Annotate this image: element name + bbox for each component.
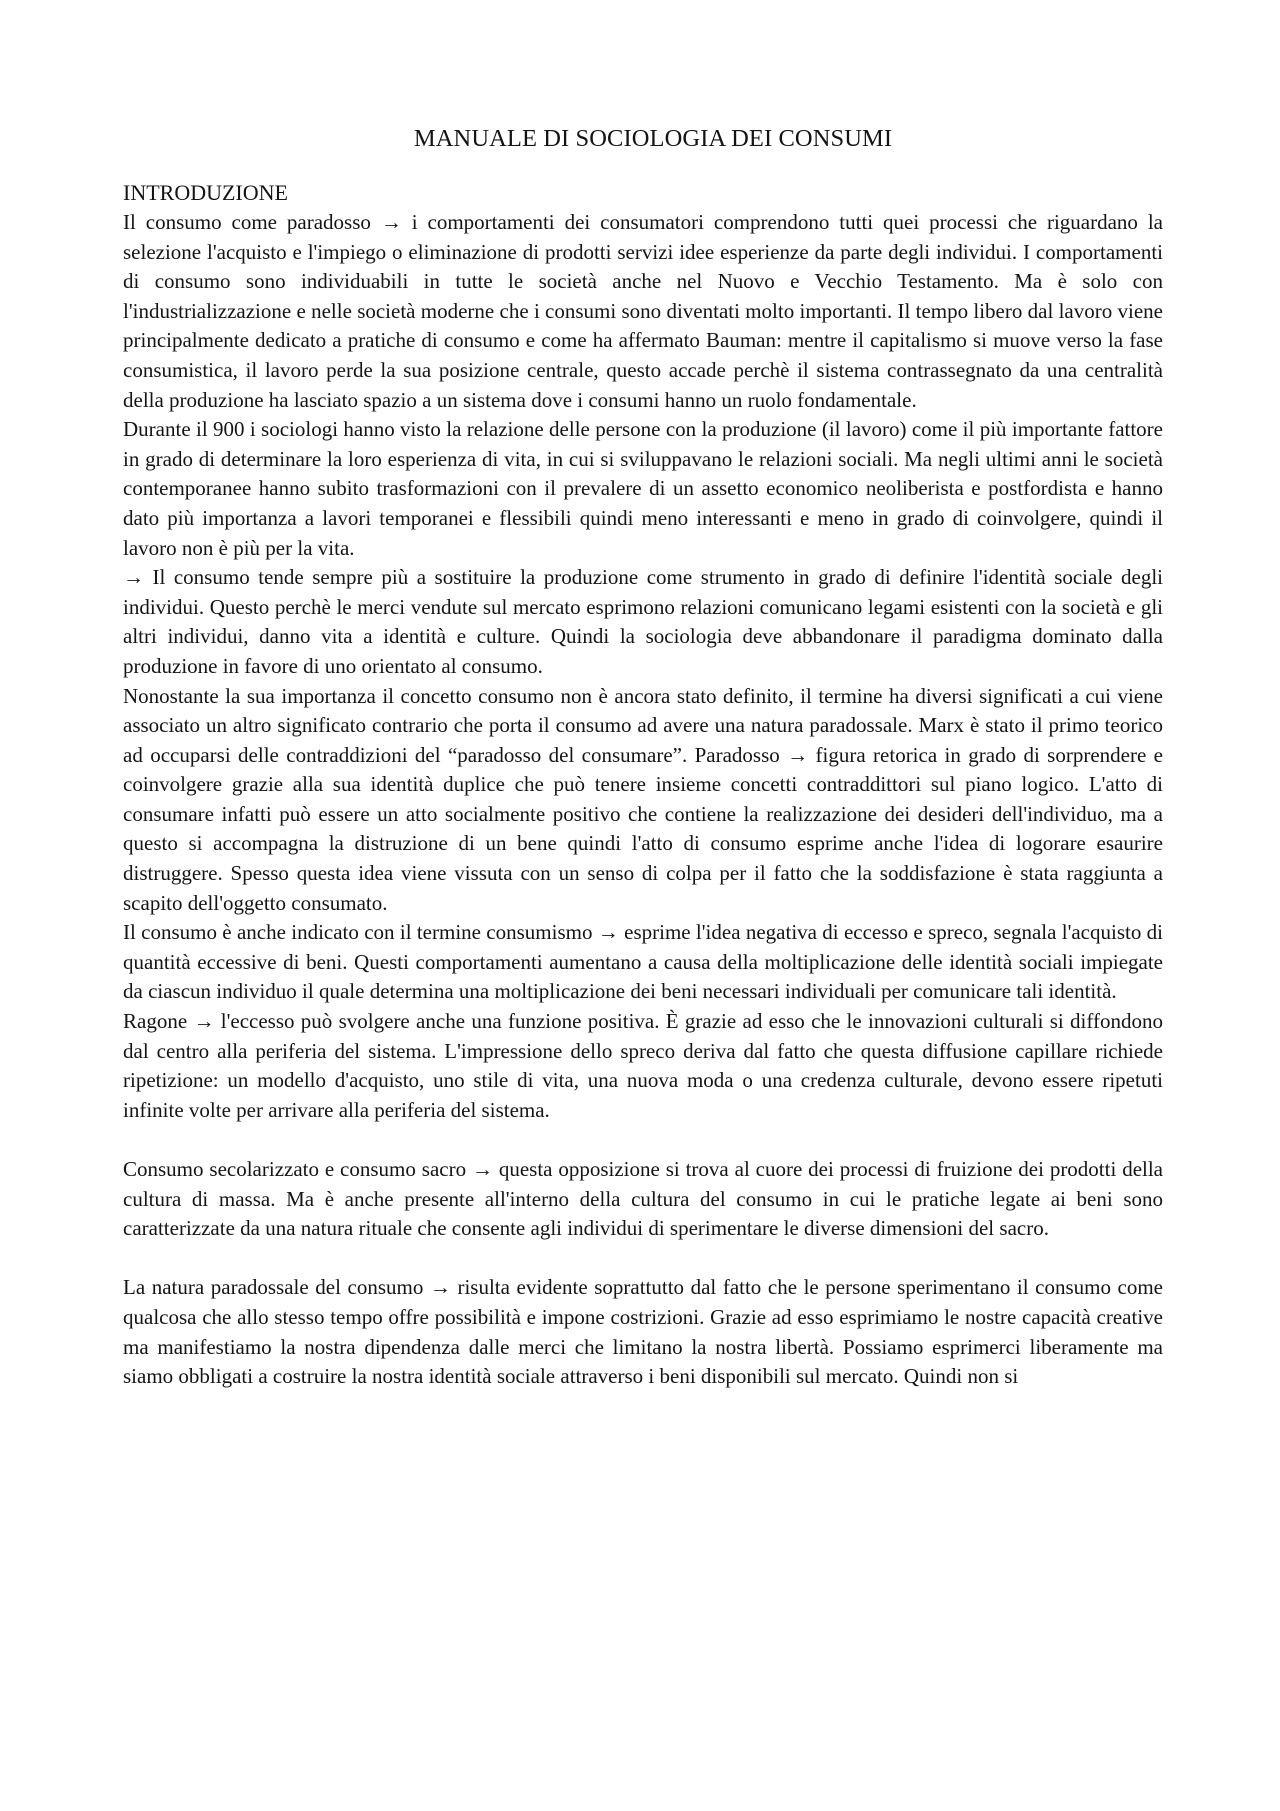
paragraph-consumo-paradosso: Il consumo come paradosso → i comportamenti dei consumatori comprendono tutti quei processi che riguardano la selezione l'acquisto e l'impiego o eliminazione di prodotti servizi idee esperienze da parte degli individui. I comportamenti di consumo sono individuabili in tutte le società anche nel Nuovo e Vecchio Testamento. Ma è solo con l'industrializzazione e nelle società moderne che i consumi sono diventati molto importanti. Il tempo libero dal lavoro viene principalmente dedicato a pratiche di consumo e come ha affermato Bauman: mentre il capitalismo si muove verso la fase consumistica, il lavoro perde la sua posizione centrale, questo accade perchè il sistema contrassegnato da una centralità della produzione ha lasciato spazio a un sistema dove i consumi hanno un ruolo fondamentale. [123,210,1163,412]
paragraph-ragone: Ragone → l'eccesso può svolgere anche una funzione positiva. È grazie ad esso che le innovazioni culturali si diffondono dal centro alla periferia del sistema. L'impressione dello spreco deriva dal fatto che questa diffusione capillare richiede ripetizione: un modello d'acquisto, uno stile di vita, una nuova moda o una credenza culturale, devono essere ripetuti infinite volte per arrivare alla periferia del sistema. [123,1009,1163,1122]
paragraph-identita-sociale: → Il consumo tende sempre più a sostituire la produzione come strumento in grado di definire l'identità sociale degli individui. Questo perchè le merci vendute sul mercato esprimono relazioni comunicano legami esistenti con la società e gli altri individui, danno vita a identità e culture. Quindi la sociologia deve abbandonare il paradigma dominato dalla produzione in favore di uno orientato al consumo. [123,565,1163,678]
document-page [123,0,1163,1392]
document-title: MANUALE DI SOCIOLOGIA DEI CONSUMI [413,125,893,152]
paragraph-natura-paradossale: La natura paradossale del consumo → risulta evidente soprattutto dal fatto che le persone sperimentano il consumo come qualcosa che allo stesso tempo offre possibilità e impone costrizioni. Grazie ad esso esprimiamo le nostre capacità creative ma manifestiamo la nostra dipendenza dalle merci che limitano la nostra libertà. Possiamo esprimerci liberamente ma siamo obbligati a costruire la nostra identità sociale attraverso i beni disponibili sul mercato. Quindi non si [123,1275,1163,1389]
paragraph-consumo-sacro: Consumo secolarizzato e consumo sacro → questa opposizione si trova al cuore dei processi di fruizione dei prodotti della cultura di massa. Ma è anche presente all'interno della cultura del consumo in cui le pratiche legate ai beni sono caratterizzate da una natura rituale che consente agli individui di sperimentare le diverse dimensioni del sacro. [123,1157,1163,1241]
section-heading-introduzione: INTRODUZIONE [123,180,288,205]
paragraph-novecento: Durante il 900 i sociologi hanno visto la relazione delle persone con la produzione (il lavoro) come il più importante fattore in grado di determinare la loro esperienza di vita, in cui si sviluppavano le relazioni sociali. Ma negli ultimi anni le società contemporanee hanno subito trasformazioni con il prevalere di un assetto economico neoliberista e postfordista e hanno dato più importanza a lavori temporanei e flessibili quindi meno interessanti e meno in grado di coinvolgere, quindi il lavoro non è più per la vita. [123,417,1163,560]
paragraph-consumismo: Il consumo è anche indicato con il termine consumismo → esprime l'idea negativa di eccesso e spreco, segnala l'acquisto di quantità eccessive di beni. Questi comportamenti aumentano a causa della moltiplicazione delle identità sociali impiegate da ciascun individuo il quale determina una moltiplicazione dei beni necessari individuali per comunicare tali identità. [123,920,1163,1004]
paragraph-concetto-consumo: Nonostante la sua importanza il concetto consumo non è ancora stato definito, il termine ha diversi significati a cui viene associato un altro significato contrario che porta il consumo ad avere una natura paradossale. Marx è stato il primo teorico ad occuparsi delle contraddizioni del “paradosso del consumare”. Paradosso → figura retorica in grado di sorprendere e coinvolgere grazie alla sua identità duplice che può tenere insieme concetti contraddittori sul piano logico. L'atto di consumare infatti può essere un atto socialmente positivo che contiene la realizzazione dei desideri dell'individuo, ma a questo si accompagna la distruzione di un bene quindi l'atto di consumo esprime anche l'idea di logorare esaurire distruggere. Spesso questa idea viene vissuta con un senso di colpa per il fatto che la soddisfazione è stata raggiunta a scapito dell'oggetto consumato. [123,683,1163,915]
